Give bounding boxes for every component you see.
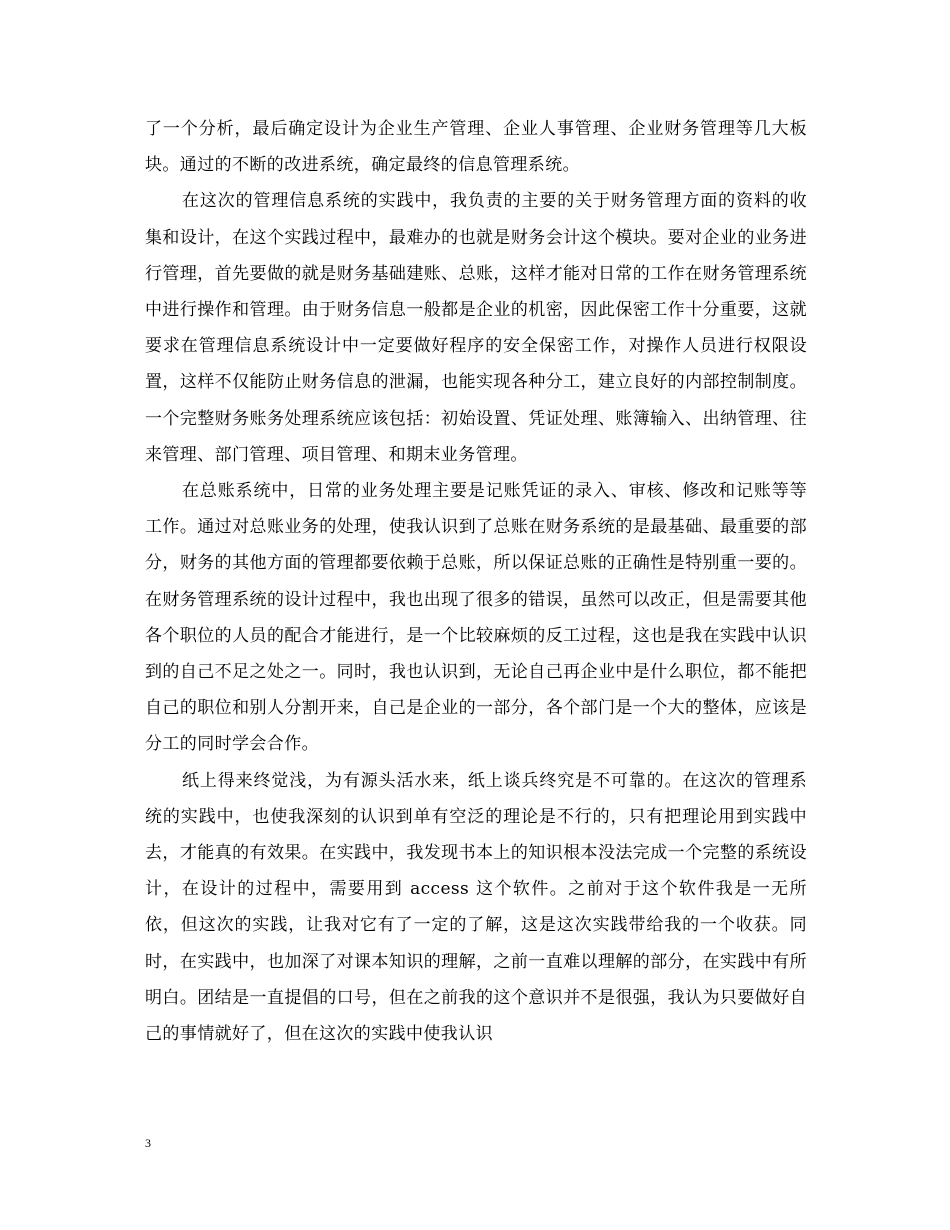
paragraph-3: 在总账系统中，日常的业务处理主要是记账凭证的录入、审核、修改和记账等等工作。通过对总账业务的处理，使我认识到了总账在财务系统的是最基础、最重要的部分，财务的其他方面的管理都要依赖于总账，所以保证总账的正确性是特别重一要的。在财务管理系统的设计过程中，我也出现了很多的错误，虽然可以改正，但是需要其他各个职位的人员的配合才能进行，是一个比较麻烦的反工过程，这也是我在实践中认识到的自己不足之处之一。同时，我也认识到，无论自己再企业中是什么职位，都不能把自己的职位和别人分割开来，自己是企业的一部分，各个部门是一个大的整体，应该是分工的同时学会合作。: [145, 481, 807, 755]
page-number: 3: [145, 1136, 151, 1150]
body-text: [145, 111, 807, 1052]
paragraph-1: 了一个分析，最后确定设计为企业生产管理、企业人事管理、企业财务管理等几大板块。通过的不断的改进系统，确定最终的信息管理系统。: [145, 119, 807, 176]
paragraph-4: 纸上得来终觉浅，为有源头活水来，纸上谈兵终究是不可靠的。在这次的管理系统的实践中，也使我深刻的认识到单有空泛的理论是不行的，只有把理论用到实践中去，才能真的有效果。在实践中，我发现书本上的知识根本没法完成一个完整的系统设计，在设计的过程中，需要用到 access 这个软件。之前对于这个软件我是一无所依，但这次的实践，让我对它有了一定的了解，这是这次实践带给我的一个收获。同时，在实践中，也加深了对课本知识的理解，之前一直难以理解的部分，在实践中有所明白。团结是一直提倡的口号，但在之前我的这个意识并不是很强，我认为只要做好自己的事情就好了，但在这次的实践中使我认识: [145, 770, 807, 1045]
paragraph-2: 在这次的管理信息系统的实践中，我负责的主要的关于财务管理方面的资料的收集和设计，在这个实践过程中，最难办的也就是财务会计这个模块。要对企业的业务进行管理，首先要做的就是财务基础建账、总账，这样才能对日常的工作在财务管理系统中进行操作和管理。由于财务信息一般都是企业的机密，因此保密工作十分重要，这就要求在管理信息系统设计中一定要做好程序的安全保密工作，对操作人员进行权限设置，这样不仅能防止财务信息的泄漏，也能实现各种分工，建立良好的内部控制制度。一个完整财务账务处理系统应该包括：初始设置、凭证处理、账簿输入、出纳管理、往来管理、部门管理、项目管理、和期末业务管理。: [145, 191, 807, 465]
